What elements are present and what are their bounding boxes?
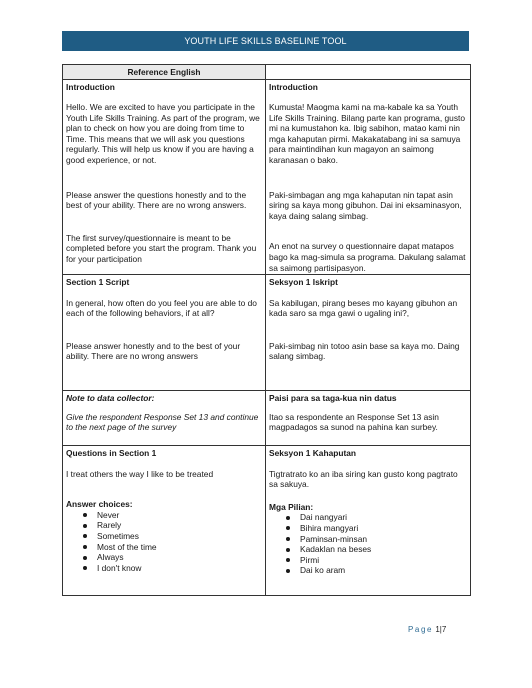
list-item: Kadaklan na beses [284,544,467,555]
document-title: YOUTH LIFE SKILLS BASELINE TOOL [62,31,469,51]
page-separator: | [439,625,442,634]
intro-translation-paragraph-2: Paki-simbagan ang mga kahaputan nin tapat asin siring sa kaya mong gibuhon. Dai ini eksaminasyon, kaya daing salang simbag. [269,189,462,221]
intro-english-paragraph-3: The first survey/questionnaire is meant to be completed before you start the program. Thank you for your participation [66,232,257,264]
table-row [63,391,471,446]
page-footer [408,625,446,634]
list-item: Pirmi [284,555,467,566]
questions-english-cell [63,446,266,596]
intro-translation-paragraph-3: An enot na survey o questionnaire dapat matapos bago ka mag-simula sa programa. Dakulang salamat sa saimong partisipasyon. [269,241,466,273]
page-word: Page [408,625,434,634]
answer-choices-label: Answer choices: [66,499,133,510]
table-row [63,275,471,391]
mga-pilian-label: Mga Pilian: [269,501,314,512]
questions-translation-title: Seksyon 1 Kahaputan [269,448,357,459]
list-item: Always [81,552,262,563]
answer-choices-list [66,510,262,573]
translation-table [62,64,471,596]
reference-english-header: Reference English [63,65,266,80]
translation-choices-list [269,512,467,575]
table-header-row [63,65,471,80]
note-translation-cell [266,391,471,446]
section1-translation-title: Seksyon 1 Iskript [269,277,338,288]
section1-english-paragraph-1: In general, how often do you feel you are able to do each of the following behaviors, if at all? [66,297,257,319]
intro-english-title: Introduction [66,81,115,92]
section1-english-cell [63,275,266,391]
note-english-title: Note to data collector: [66,393,155,404]
list-item: Rarely [81,520,262,531]
section1-english-title: Section 1 Script [66,277,130,288]
intro-translation-title: Introduction [269,81,318,92]
note-english-cell [63,391,266,446]
list-item: Dai nangyari [284,512,467,523]
list-item: Never [81,510,262,521]
intro-translation-paragraph-1: Kumusta! Maogma kami na ma-kabale ka sa Youth Life Skills Training. Bilang parte kan programa, gusto mi na kumustahon ka. Ibig sabihon, matao kami nin mga kahaputan pirmi. Makakatabang ini sa samuya para maintindihan kun magayon an saimong karanasan o bako. [269,102,465,166]
section1-english-paragraph-2: Please answer honestly and to the best of your ability. There are no wrong answers [66,340,241,362]
translation-header [266,65,471,80]
note-translation-text: Itao sa respondente an Response Set 13 asin magpadagos sa sunod na pahina kan surbey. [269,411,439,433]
note-english-text: Give the respondent Response Set 13 and continue to the next page of the survey [66,411,259,433]
section1-translation-paragraph-1: Sa kabilugan, pirang beses mo kayang gibuhon an kada saro sa mga gawi o ugaling ini?, [269,297,458,319]
note-translation-title: Paisi para sa taga-kua nin datus [269,393,397,404]
intro-english-paragraph-2: Please answer the questions honestly and to the best of your ability. There are no wrong answers. [66,189,247,211]
list-item: I don't know [81,563,262,574]
page-number: 1 [435,625,440,634]
intro-english-cell [63,79,266,275]
page-total: 7 [441,625,447,634]
questions-translation-cell [266,446,471,596]
question-translation-text: Tigtratrato ko an iba siring kan gusto kong pagtrato sa sakuya. [269,468,458,490]
list-item: Most of the time [81,542,262,553]
table-row [63,446,471,596]
section1-translation-paragraph-2: Paki-simbag nin totoo asin base sa kaya mo. Daing salang simbag. [269,340,460,362]
question-english-text: I treat others the way I like to be treated [66,468,214,479]
list-item: Sometimes [81,531,262,542]
intro-translation-cell [266,79,471,275]
list-item: Dai ko aram [284,565,467,576]
table-row [63,79,471,275]
intro-english-paragraph-1: Hello. We are excited to have you participate in the Youth Life Skills Training. As part of the program, we plan to check on how you are doing from time to Time. This means that we will ask you questions regularly. This will help us know if you are having a good experience, or not. [66,102,260,166]
section1-translation-cell [266,275,471,391]
questions-english-title: Questions in Section 1 [66,448,157,459]
list-item: Paminsan-minsan [284,534,467,545]
list-item: Bihira mangyari [284,523,467,534]
